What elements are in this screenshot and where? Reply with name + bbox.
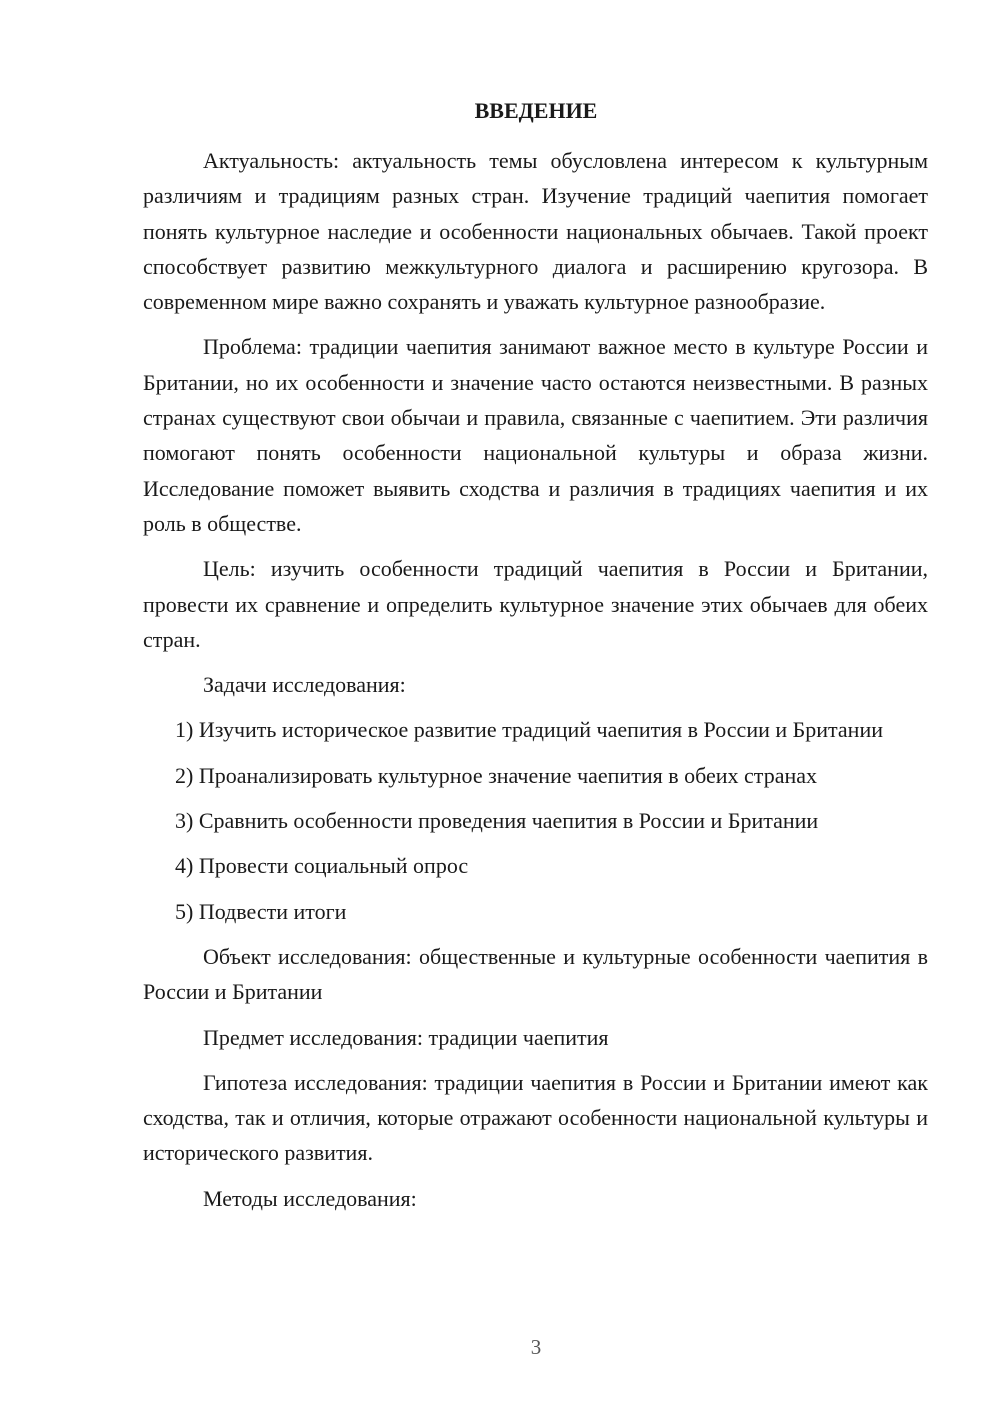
paragraph-relevance: Актуальность: актуальность темы обусловлена интересом к культурным различиям и традициям разных стран. Изучение традиций чаепития помогает понять культурное наследие и особенности национальных обычаев. Такой проект способствует развитию межкультурного диалога и расширению кругозора. В современном мире важно сохранять и уважать культурное разнообразие. — [143, 148, 928, 315]
paragraph-object: Объект исследования: общественные и культурные особенности чаепития в России и Британии — [143, 943, 928, 1005]
paragraph-subject: Предмет исследования: традиции чаепития — [203, 1024, 609, 1050]
paragraph-problem: Проблема: традиции чаепития занимают важное место в культуре России и Британии, но их особенности и значение часто остаются неизвестными. В разных странах существуют свои обычаи и правила, связанные с чаепитием. Эти различия помогают понять особенности национальной культуры и образа жизни. Исследование поможет выявить сходства и различия в традициях чаепития и их роль в обществе. — [143, 334, 928, 536]
list-item: 4) Провести социальный опрос — [175, 853, 469, 879]
list-item: 1) Изучить историческое развитие традиций чаепития в России и Британии — [175, 717, 884, 743]
tasks-list — [143, 712, 928, 928]
list-item: 3) Сравнить особенности проведения чаепития в России и Британии — [175, 808, 819, 834]
paragraph-hypothesis: Гипотеза исследования: традиции чаепития в России и Британии имеют как сходства, так и отличия, которые отражают особенности национальной культуры и исторического развития. — [143, 1069, 928, 1166]
list-item: 2) Проанализировать культурное значение чаепития в обеих странах — [175, 762, 817, 788]
page-number: 3 — [530, 1335, 542, 1359]
document-body — [143, 143, 928, 1216]
paragraph-goal: Цель: изучить особенности традиций чаепития в России и Британии, провести их сравнение и определить культурное значение этих обычаев для обеих стран. — [143, 556, 928, 652]
paragraph-methods: Методы исследования: — [203, 1185, 417, 1211]
tasks-heading: Задачи исследования: — [203, 672, 406, 698]
list-item: 5) Подвести итоги — [175, 898, 347, 924]
page-title: ВВЕДЕНИЕ — [474, 98, 598, 123]
